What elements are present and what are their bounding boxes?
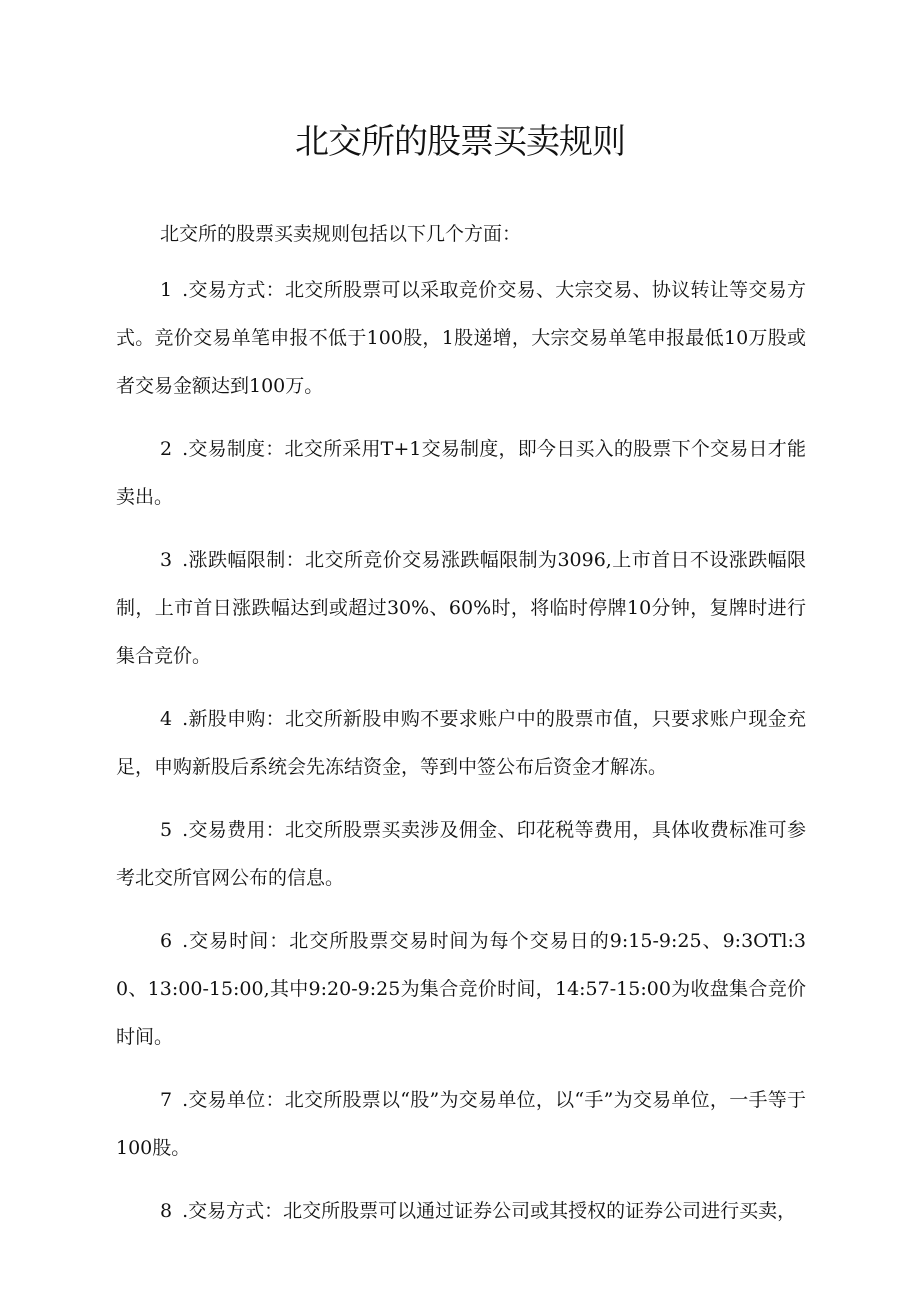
rule-number: 2 xyxy=(160,438,173,460)
rule-item xyxy=(116,536,806,680)
rule-text: .交易时间：北交所股票交易时间为每个交易日的9:15-9:25、9:3OTl:30、13:00-15:00,其中9:20-9:25为集合竞价时间，14:57-15:00为收盘集合竞价时间。 xyxy=(116,930,806,1048)
rule-item xyxy=(116,806,806,902)
rule-text: .交易费用：北交所股票买卖涉及佣金、印花税等费用，具体收费标准可参考北交所官网公布的信息。 xyxy=(116,819,806,889)
rule-item xyxy=(116,266,806,410)
rule-item xyxy=(116,1187,806,1235)
rule-text: .交易制度：北交所采用T+1交易制度，即今日买入的股票下个交易日才能卖出。 xyxy=(116,438,806,508)
rule-number: 6 xyxy=(160,930,173,952)
rules-list xyxy=(116,266,806,1250)
rule-item xyxy=(116,917,806,1061)
rule-text: .交易方式：北交所股票可以采取竞价交易、大宗交易、协议转让等交易方式。竞价交易单笔申报不低于100股，1股递增，大宗交易单笔申报最低10万股或者交易金额达到100万。 xyxy=(116,279,806,397)
rule-item xyxy=(116,425,806,521)
rule-item xyxy=(116,1076,806,1172)
rule-text: .新股申购：北交所新股申购不要求账户中的股票市值，只要求账户现金充足，申购新股后系统会先冻结资金，等到中签公布后资金才解冻。 xyxy=(116,708,806,778)
rule-number: 4 xyxy=(160,708,173,730)
rule-number: 5 xyxy=(160,819,173,841)
document-title: 北交所的股票买卖规则 xyxy=(295,122,625,162)
rule-item xyxy=(116,695,806,791)
rule-number: 8 xyxy=(160,1200,173,1222)
rule-number: 1 xyxy=(160,279,173,301)
rule-number: 3 xyxy=(160,549,173,571)
intro-paragraph: 北交所的股票买卖规则包括以下几个方面： xyxy=(160,223,522,245)
rule-text: .交易单位：北交所股票以“股”为交易单位，以“手”为交易单位，一手等于100股。 xyxy=(116,1089,806,1159)
rule-number: 7 xyxy=(160,1089,173,1111)
rule-text: .交易方式：北交所股票可以通过证券公司或其授权的证券公司进行买卖， xyxy=(182,1200,797,1222)
rule-text: .涨跌幅限制：北交所竞价交易涨跌幅限制为3096,上市首日不设涨跌幅限制，上市首日涨跌幅达到或超过30%、60%时，将临时停牌10分钟，复牌时进行集合竞价。 xyxy=(116,549,806,667)
